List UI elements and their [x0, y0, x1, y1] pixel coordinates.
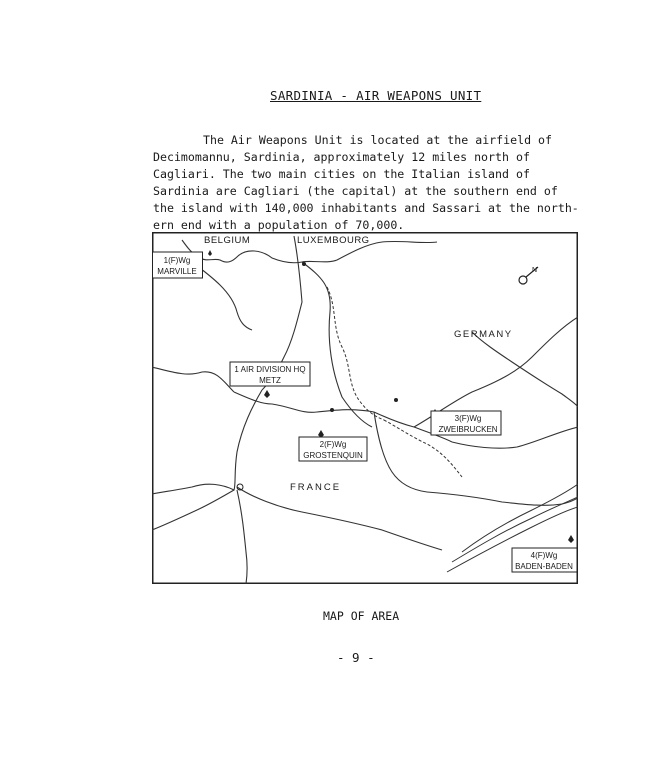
airfield-markers — [208, 250, 574, 543]
germany-label: GERMANY — [454, 329, 513, 340]
unit-location: ZWEIBRUCKEN — [438, 425, 498, 434]
page-number: - 9 - — [337, 650, 375, 665]
map-borders — [152, 236, 578, 584]
unit-location: GROSTENQUIN — [303, 451, 363, 460]
paragraph-line: Decimomannu, Sardinia, approximately 12 miles north of — [153, 150, 530, 164]
marville-airfield-icon — [208, 250, 212, 256]
saarbrucken-city-marker — [394, 398, 398, 402]
unit-label: 1(F)Wg — [163, 256, 191, 265]
north-label: N — [532, 267, 538, 274]
unit-label: 2(F)Wg — [319, 440, 347, 449]
luxembourg-city-marker — [302, 262, 306, 266]
france-label: FRANCE — [290, 482, 342, 493]
luxembourg-label: LUXEMBOURG — [297, 235, 370, 246]
unit-baden — [512, 548, 577, 572]
unit-label: 1 AIR DIVISION HQ — [234, 365, 306, 374]
unit-zweibrucken — [431, 411, 501, 435]
north-arrow — [519, 267, 538, 284]
compass-icon — [519, 276, 527, 284]
paragraph-line: The Air Weapons Unit is located at the airfield of — [203, 133, 553, 147]
map-caption: MAP OF AREA — [323, 609, 400, 623]
paragraph-line: Sardinia are Cagliari (the capital) at the southern end of — [153, 184, 558, 198]
saint-avold-city-marker — [330, 408, 334, 412]
unit-grostenquin — [299, 437, 367, 461]
baden-airfield-icon — [568, 535, 574, 543]
unit-location: BADEN-BADEN — [515, 562, 573, 571]
paragraph-line: the island with 140,000 inhabitants and Sassari at the north- — [153, 201, 579, 215]
metz-airfield-icon — [264, 390, 270, 398]
body-paragraph — [153, 132, 579, 234]
paragraph-line: Cagliari. The two main cities on the Italian island of — [153, 167, 530, 181]
paragraph-line: ern end with a population of 70,000. — [153, 218, 405, 232]
unit-location: METZ — [259, 376, 281, 385]
unit-label: 4(F)Wg — [530, 551, 558, 560]
belgium-label: BELGIUM — [204, 235, 251, 246]
unit-metz — [230, 362, 310, 386]
area-map — [152, 232, 578, 584]
unit-marville — [153, 252, 203, 278]
unit-location: MARVILLE — [157, 267, 197, 276]
page-title: SARDINIA - AIR WEAPONS UNIT — [270, 88, 482, 103]
unit-label: 3(F)Wg — [454, 414, 482, 423]
